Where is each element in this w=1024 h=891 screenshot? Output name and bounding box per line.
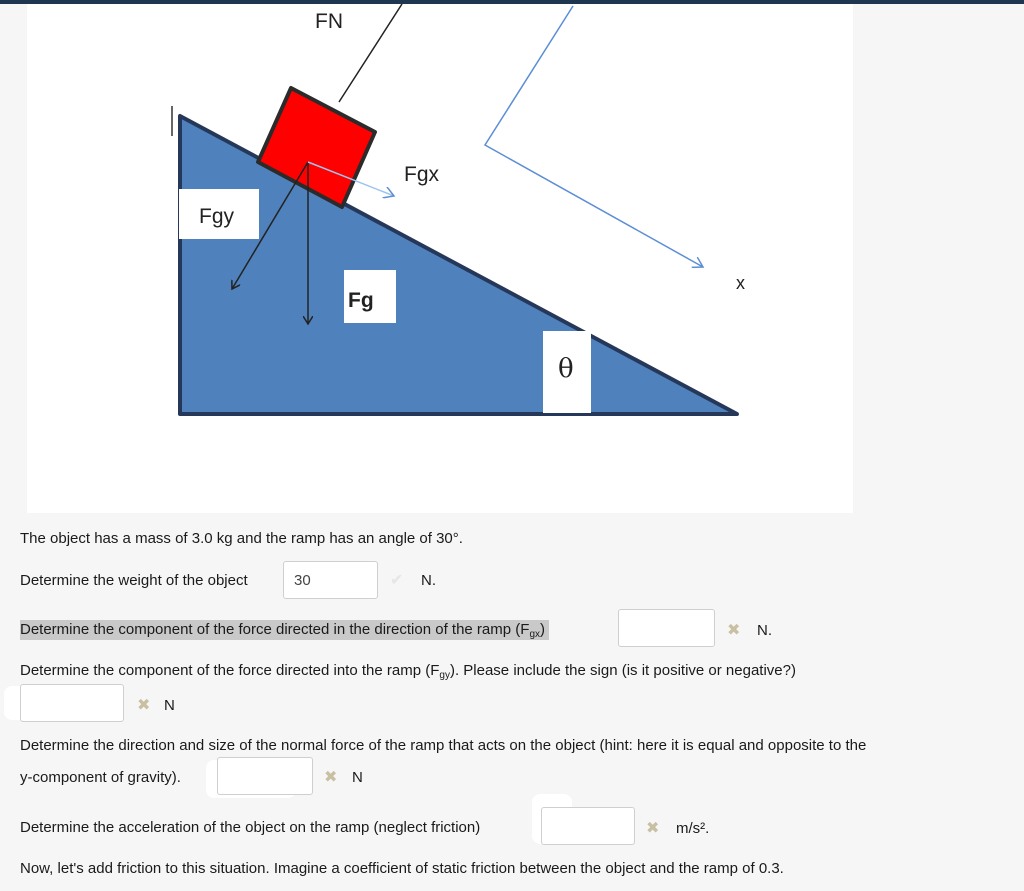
normal-force-answer-input[interactable]	[217, 757, 313, 795]
fgx-label: Fgx	[404, 163, 440, 186]
q4-text-line2: y-component of gravity).	[20, 769, 181, 786]
fgy-label: Fgy	[199, 205, 235, 228]
fn-label: FN	[315, 10, 343, 33]
q5-text: Determine the acceleration of the object on the ramp (neglect friction)	[20, 819, 481, 836]
incorrect-x-icon: ✖	[324, 769, 338, 786]
fg-label: Fg	[348, 289, 374, 312]
q3-text-main: Determine the component of the force directed into the ramp (F	[20, 662, 440, 679]
q1-unit: N.	[421, 572, 436, 589]
incorrect-x-icon: ✖	[727, 622, 741, 639]
q3-close: ). Please include the sign (is it positive or negative?)	[449, 662, 796, 679]
q4-unit: N	[352, 769, 363, 786]
q2-text-main: Determine the component of the force directed in the direction of the ramp (F	[20, 621, 530, 638]
normal-force-line	[339, 4, 402, 102]
x-label: x	[736, 273, 745, 293]
q3-text	[20, 661, 796, 681]
q2-sub: gx	[529, 629, 540, 640]
q1-text: Determine the weight of the object	[20, 572, 248, 589]
q2-text	[20, 620, 549, 640]
incorrect-x-icon: ✖	[646, 820, 660, 837]
fgx-answer-input[interactable]	[618, 609, 715, 647]
q2-unit: N.	[757, 622, 772, 639]
acceleration-answer-input[interactable]	[541, 807, 635, 845]
correct-check-icon: ✔	[390, 572, 404, 589]
q3-sub: gy	[439, 670, 450, 681]
ramp-diagram-svg	[27, 4, 853, 513]
intro-text: The object has a mass of 3.0 kg and the ramp has an angle of 30°.	[20, 530, 463, 547]
x-axis-line	[485, 6, 703, 267]
incorrect-x-icon: ✖	[137, 697, 151, 714]
theta-label: θ	[558, 354, 574, 384]
q5-unit: m/s².	[676, 820, 710, 837]
weight-answer-input[interactable]	[283, 561, 378, 599]
fgy-answer-input[interactable]	[20, 684, 124, 722]
q2-close: )	[540, 621, 545, 638]
q3-unit: N	[164, 697, 175, 714]
friction-text: Now, let's add friction to this situation. Imagine a coefficient of static friction between the object and the ramp of 0.3.	[20, 860, 784, 877]
q4-text-line1: Determine the direction and size of the normal force of the ramp that acts on the object (hint: here it is equal and opposite to the	[20, 737, 867, 754]
ramp-diagram	[27, 4, 853, 513]
